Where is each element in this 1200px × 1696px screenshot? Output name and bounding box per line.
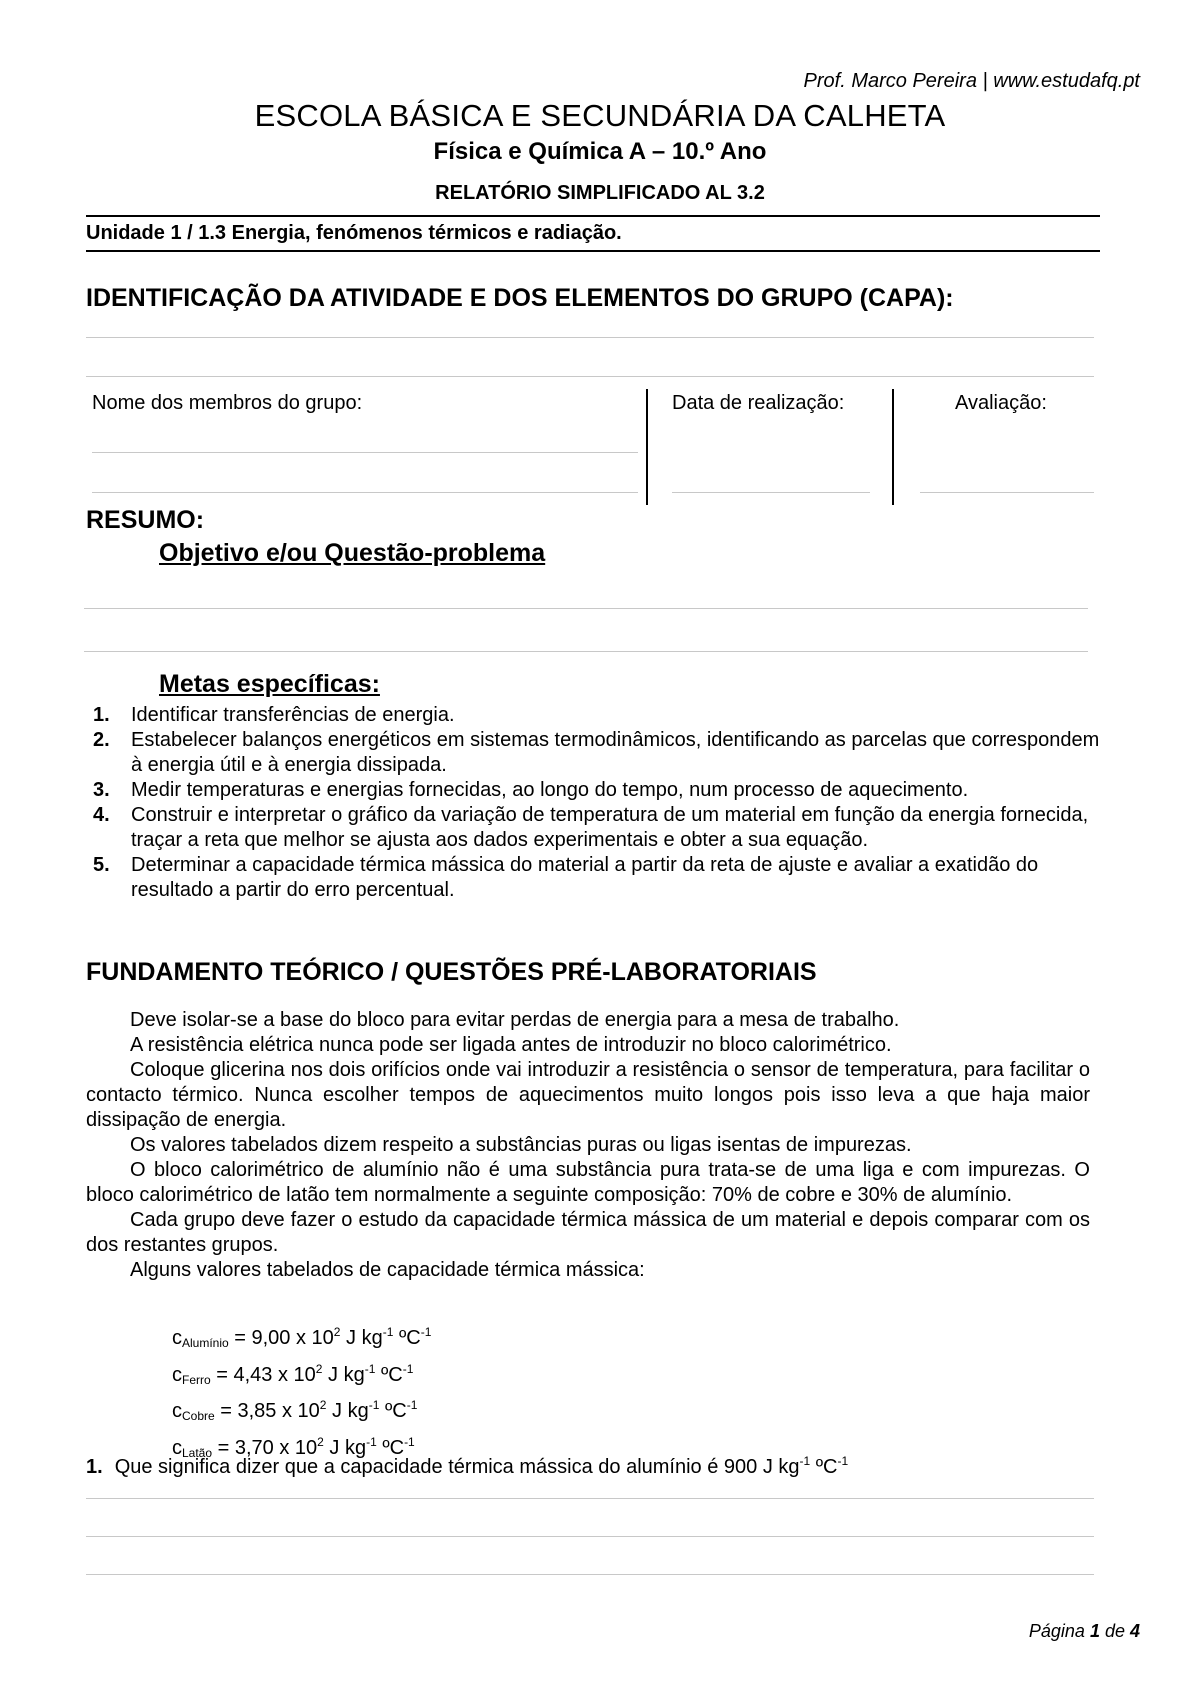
- unit-line: Unidade 1 / 1.3 Energia, fenómenos térmicos e radiação.: [86, 222, 622, 244]
- answer-line: [86, 376, 1094, 377]
- item-number: 1.: [93, 704, 110, 726]
- identification-heading: IDENTIFICAÇÃO DA ATIVIDADE E DOS ELEMENTOS DO GRUPO (CAPA):: [86, 284, 954, 312]
- theory-text: [86, 1008, 1090, 1283]
- column-divider: [892, 389, 894, 505]
- value-row: $c_{Alumínio} = 9,00$ x $10^2$ J $kg^{-1}$ ºC$^{-1}$: [172, 1325, 432, 1350]
- item-number: 5.: [93, 854, 110, 876]
- page-number: Página 1 de 4: [1028, 1621, 1140, 1641]
- paragraph: Alguns valores tabelados de capacidade térmica mássica:: [130, 1259, 645, 1281]
- answer-line[interactable]: [86, 1536, 1094, 1537]
- column-divider: [646, 389, 648, 505]
- answer-line[interactable]: [84, 608, 1088, 609]
- list-item: [86, 803, 1106, 853]
- summary-heading: RESUMO:: [86, 506, 205, 534]
- question-1: 1. Que significa dizer que a capacidade térmica mássica do alumínio é 900 J $kg^{-1}$ ºC$^{-1}$: [86, 1454, 849, 1478]
- date-label: Data de realização:: [672, 392, 845, 414]
- report-title: RELATÓRIO SIMPLIFICADO AL 3.2: [435, 182, 765, 204]
- paragraph: Cada grupo deve fazer o estudo da capacidade térmica mássica de um material e depois comparar com os dos restantes grupos.: [86, 1209, 1090, 1256]
- heat-capacity-values: [172, 1320, 431, 1466]
- paragraph: Os valores tabelados dizem respeito a substâncias puras ou ligas isentas de impurezas.: [130, 1134, 912, 1156]
- value-row: $c_{Latão} = 3,70$ x $10^2$ J $kg^{-1}$ ºC$^{-1}$: [172, 1434, 415, 1460]
- answer-line[interactable]: [86, 1574, 1094, 1575]
- answer-line[interactable]: [86, 1498, 1094, 1499]
- paragraph: Deve isolar-se a base do bloco para evitar perdas de energia para a mesa de trabalho.: [130, 1009, 900, 1031]
- list-item: [86, 728, 1106, 778]
- theory-heading: FUNDAMENTO TEÓRICO / QUESTÕES PRÉ-LABORATORIAIS: [86, 958, 817, 986]
- date-line[interactable]: [672, 492, 870, 493]
- question-number: 1.: [86, 1456, 103, 1478]
- value-row: $c_{Cobre} = 3,85$ x $10^2$ J $kg^{-1}$ ºC$^{-1}$: [172, 1398, 418, 1423]
- evaluation-label: Avaliação:: [955, 392, 1047, 414]
- unit-rule: [86, 250, 1100, 252]
- question-text: Que significa dizer que a capacidade térmica mássica do alumínio é 900 J kg: [114, 1456, 800, 1478]
- goals-heading: Metas específicas:: [159, 670, 380, 698]
- list-item: [86, 853, 1106, 903]
- item-text: Determinar a capacidade térmica mássica do material a partir da reta de ajuste e avaliar a exatidão do resultado a partir do erro percentual.: [131, 854, 1039, 901]
- members-line[interactable]: [92, 492, 638, 493]
- answer-line: [86, 337, 1094, 338]
- members-line[interactable]: [92, 452, 638, 453]
- item-number: 3.: [93, 779, 110, 801]
- item-text: Construir e interpretar o gráfico da variação de temperatura de um material em função da energia fornecida, traçar a reta que melhor se ajusta aos dados experimentais e obter a sua equação.: [131, 804, 1089, 851]
- paragraph: Coloque glicerina nos dois orifícios onde vai introduzir a resistência o sensor de temperatura, para facilitar o contacto térmico. Nunca escolher tempos de aquecimentos muito longos pois isso leva a que haja maior dissipação de energia.: [86, 1059, 1090, 1131]
- course-title: Física e Química A – 10.º Ano: [433, 138, 767, 165]
- members-label: Nome dos membros do grupo:: [92, 392, 363, 414]
- author-credit: Prof. Marco Pereira | www.estudafq.pt: [803, 70, 1140, 92]
- school-name: ESCOLA BÁSICA E SECUNDÁRIA DA CALHETA: [254, 98, 946, 133]
- item-number: 2.: [93, 729, 110, 751]
- answer-line[interactable]: [84, 651, 1088, 652]
- list-item: [86, 778, 1106, 803]
- item-number: 4.: [93, 804, 110, 826]
- paragraph: O bloco calorimétrico de alumínio não é uma substância pura trata-se de uma liga e com impurezas. O bloco calorimétrico de latão tem normalmente a seguinte composição: 70% de cobre e 30% de alumínio.: [86, 1159, 1090, 1206]
- objective-heading: Objetivo e/ou Questão-problema: [159, 539, 546, 567]
- evaluation-line[interactable]: [920, 492, 1094, 493]
- item-text: Estabelecer balanços energéticos em sistemas termodinâmicos, identificando as parcelas que correspondem à energia útil e à energia dissipada.: [131, 729, 1100, 776]
- top-rule: [86, 215, 1100, 217]
- goals-list: [86, 703, 1106, 903]
- item-text: Identificar transferências de energia.: [131, 704, 455, 726]
- paragraph: A resistência elétrica nunca pode ser ligada antes de introduzir no bloco calorimétrico.: [130, 1034, 892, 1056]
- list-item: [86, 703, 1106, 728]
- value-row: $c_{Ferro} = 4,43$ x $10^2$ J $kg^{-1}$ ºC$^{-1}$: [172, 1361, 414, 1387]
- item-text: Medir temperaturas e energias fornecidas, ao longo do tempo, num processo de aquecimento.: [131, 779, 969, 801]
